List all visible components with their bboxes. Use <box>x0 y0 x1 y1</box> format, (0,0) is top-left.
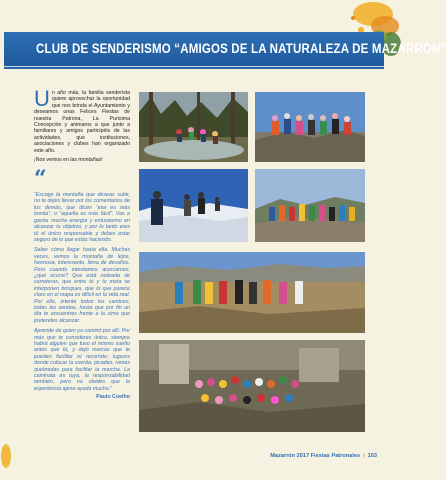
quote-paragraph-2: Saber cómo llegar hasta ella. Muchas veces, vemos la montaña de lejos, hermosa, interesante, llena de desafíos. Pero cuando intentamos acercarnos, ¿qué ocurre? Que está rodeada de carreteras, que entre tú y tu meta se interponen bosques, que lo que parece claro en el mapa es difícil en la vida real. Por ello, intenta todos los caminos, todas las sendas, hasta que por fin un día te encuentres frente a la cima que pretendes alcanzar. <box>34 247 130 324</box>
photo-rocky-hill-group <box>255 169 365 242</box>
photo-large-group-ruins <box>139 340 365 432</box>
title-banner <box>4 32 446 66</box>
footer-separator: | <box>363 453 365 459</box>
article-title: CLUB DE SENDERISMO “AMIGOS DE LA NATURALEZA DE MAZARRÓN” <box>36 41 446 56</box>
page-footer <box>270 453 377 459</box>
photo-panorama-group <box>139 252 365 333</box>
quote-mark-icon: “ <box>34 166 47 193</box>
intro-closing: ¡Nos vemos en las montañas! <box>34 157 103 164</box>
quote-paragraph-3: Aprende de quien ya caminó por allí. Por más que te consideres único, siempre habrá alguien que tuvo el mismo sueño antes que tú, y dejó marcas que te pueden facilitar el recorrido; lugares donde colocar la cuerda, picadas, ramas quebradas para facilitar la marcha. La caminata es tuya, la responsabilidad también, pero no olvides que la experiencia ajena ayuda mucho.” <box>34 328 130 392</box>
intro-text: n año más, la familia senderista quiere aprovechar la oportunidad que nos brinda el Ayuntamiento y deseamos unas Felices Fiestas de nuestra Patrona, La Purísima Concepción y animaros a que junto a familiares y amigos participéis de las actividades, que instituciones, asociaciones y clubes han organizado este año. <box>34 90 130 154</box>
photo-summit-group <box>255 92 365 162</box>
article-text-column <box>34 86 130 401</box>
paint-drip-decoration <box>0 442 14 470</box>
photo-forest-group <box>139 92 248 162</box>
intro-paragraph <box>34 86 130 154</box>
photo-snow-hikers <box>139 169 248 242</box>
quote-paragraph-1: “Escoge la montaña que deseas subir, no te dejes llevar por los comentarios de los demás, que dicen “esa es más bonita”, o “aquella es más fácil”. Vas a gastar mucha energía y entusiasmo en alcanzar tu objetivo, y por lo tanto eres tú el único responsable y debes estar seguro de lo que estás haciendo. <box>34 192 130 243</box>
publication-name: Mazarrón 2017 Fiestas Patronales <box>270 453 361 459</box>
page-number: 103 <box>367 453 377 459</box>
drop-cap: U <box>34 86 50 111</box>
quote-author: Paulo Coelho <box>96 394 130 401</box>
